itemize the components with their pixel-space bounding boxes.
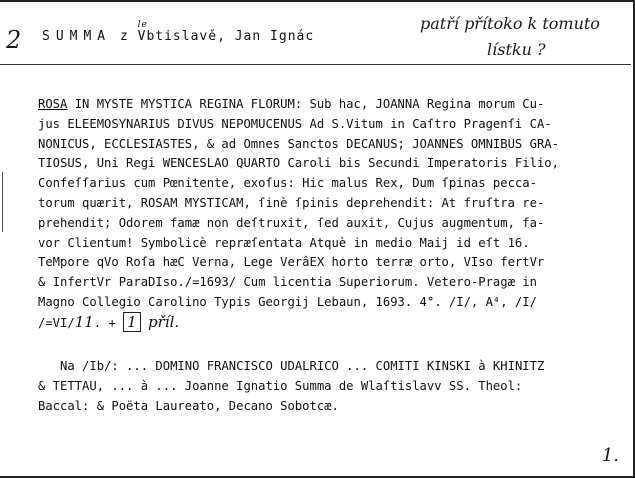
record-line: IN MYSTE MYSTICA REGINA FLORUM: Sub hac, JOANNA Regina morum Cu- — [67, 97, 545, 111]
heading-place-correction: le — [137, 20, 148, 30]
record-line: & InfertVr ParaDIso./=1693/ Cum licentia Superiorum. Vetero-Pragæ in — [38, 275, 537, 290]
heading-place — [137, 20, 156, 44]
boxed-number: 1 — [123, 312, 141, 332]
heading-rule — [0, 64, 631, 65]
record-line: TIOSUS, Uni Regi WENCESLAO QUARTO Caroli bis Secundi Imperatoris Filio, — [38, 156, 559, 171]
dedication-line: & TETTAU, ... à ... Joanne Ignatio Summa de Wlaſtislavv SS. Theol: — [38, 378, 523, 393]
record-line: TeMpore qVo Roſa hæC Verna, Lege VerâEX horto terræ orto, VIso fertVr — [38, 255, 545, 270]
heading-place-prefix: Vb — [137, 29, 156, 44]
card-heading — [42, 20, 315, 44]
heading-surname: SUMMA — [42, 29, 112, 44]
marginal-note-line-1: patří přítoko k tomuto — [420, 14, 600, 33]
record-title-word: ROSA — [38, 97, 68, 111]
heading-connector: z — [119, 29, 129, 44]
record-line: torum quærit, ROSAM MYSTICAM, ſinè ſpinis deprehendit: At fruſtra re- — [38, 195, 545, 210]
record-text — [38, 95, 628, 334]
dedication-text — [38, 357, 628, 416]
dedication-line: Na /Ib/: ... DOMINO FRANCISCO UDALRICO ... COMITI KINSKI à KHINITZ — [60, 359, 545, 373]
record-final-prefix: /=VI/ — [38, 315, 75, 330]
plus-sign: . + — [93, 315, 116, 330]
handwritten-abbrev: příl. — [148, 312, 180, 331]
record-line: prehendit; Odorem famæ non deſtruxit, ſed auxit, Cujus augmentum, fa- — [38, 215, 545, 230]
marginal-note-line-2: lístku ? — [487, 40, 546, 59]
dedication-line: Baccal: & Poëta Laureato, Decano Sobotcæ. — [38, 398, 339, 413]
corner-mark: 2 — [6, 26, 22, 54]
record-line: jus ELEEMOSYNARIUS DIVUS NEPOMUCENUS Ad S.Vitum in Caſtro Pragenſi CA- — [38, 116, 552, 131]
left-margin-mark — [0, 172, 3, 232]
heading-given-names: Jan Ignác — [234, 29, 315, 44]
record-line: NONICUS, ECCLESIASTES, & ad Omnes Sanctos DECANUS; JOANNES OMNIBUS GRA- — [38, 136, 559, 151]
page-number: 1. — [601, 445, 619, 466]
handwritten-count: 11 — [74, 312, 94, 331]
record-line: Magno Collegio Carolino Typis Georgij Lebaun, 1693. 4°. /I/, A⁴, /I/ — [38, 294, 537, 309]
heading-place-rest: tislavě, — [155, 29, 226, 44]
record-line: vor Clientum! Symbolicè repræſentata Atquè in medio Maij id eſt 16. — [38, 235, 530, 250]
record-line: Confeſſarius cum Pœnitente, exoſus: Hic malus Rex, Dum ſpinas pecca- — [38, 176, 537, 191]
